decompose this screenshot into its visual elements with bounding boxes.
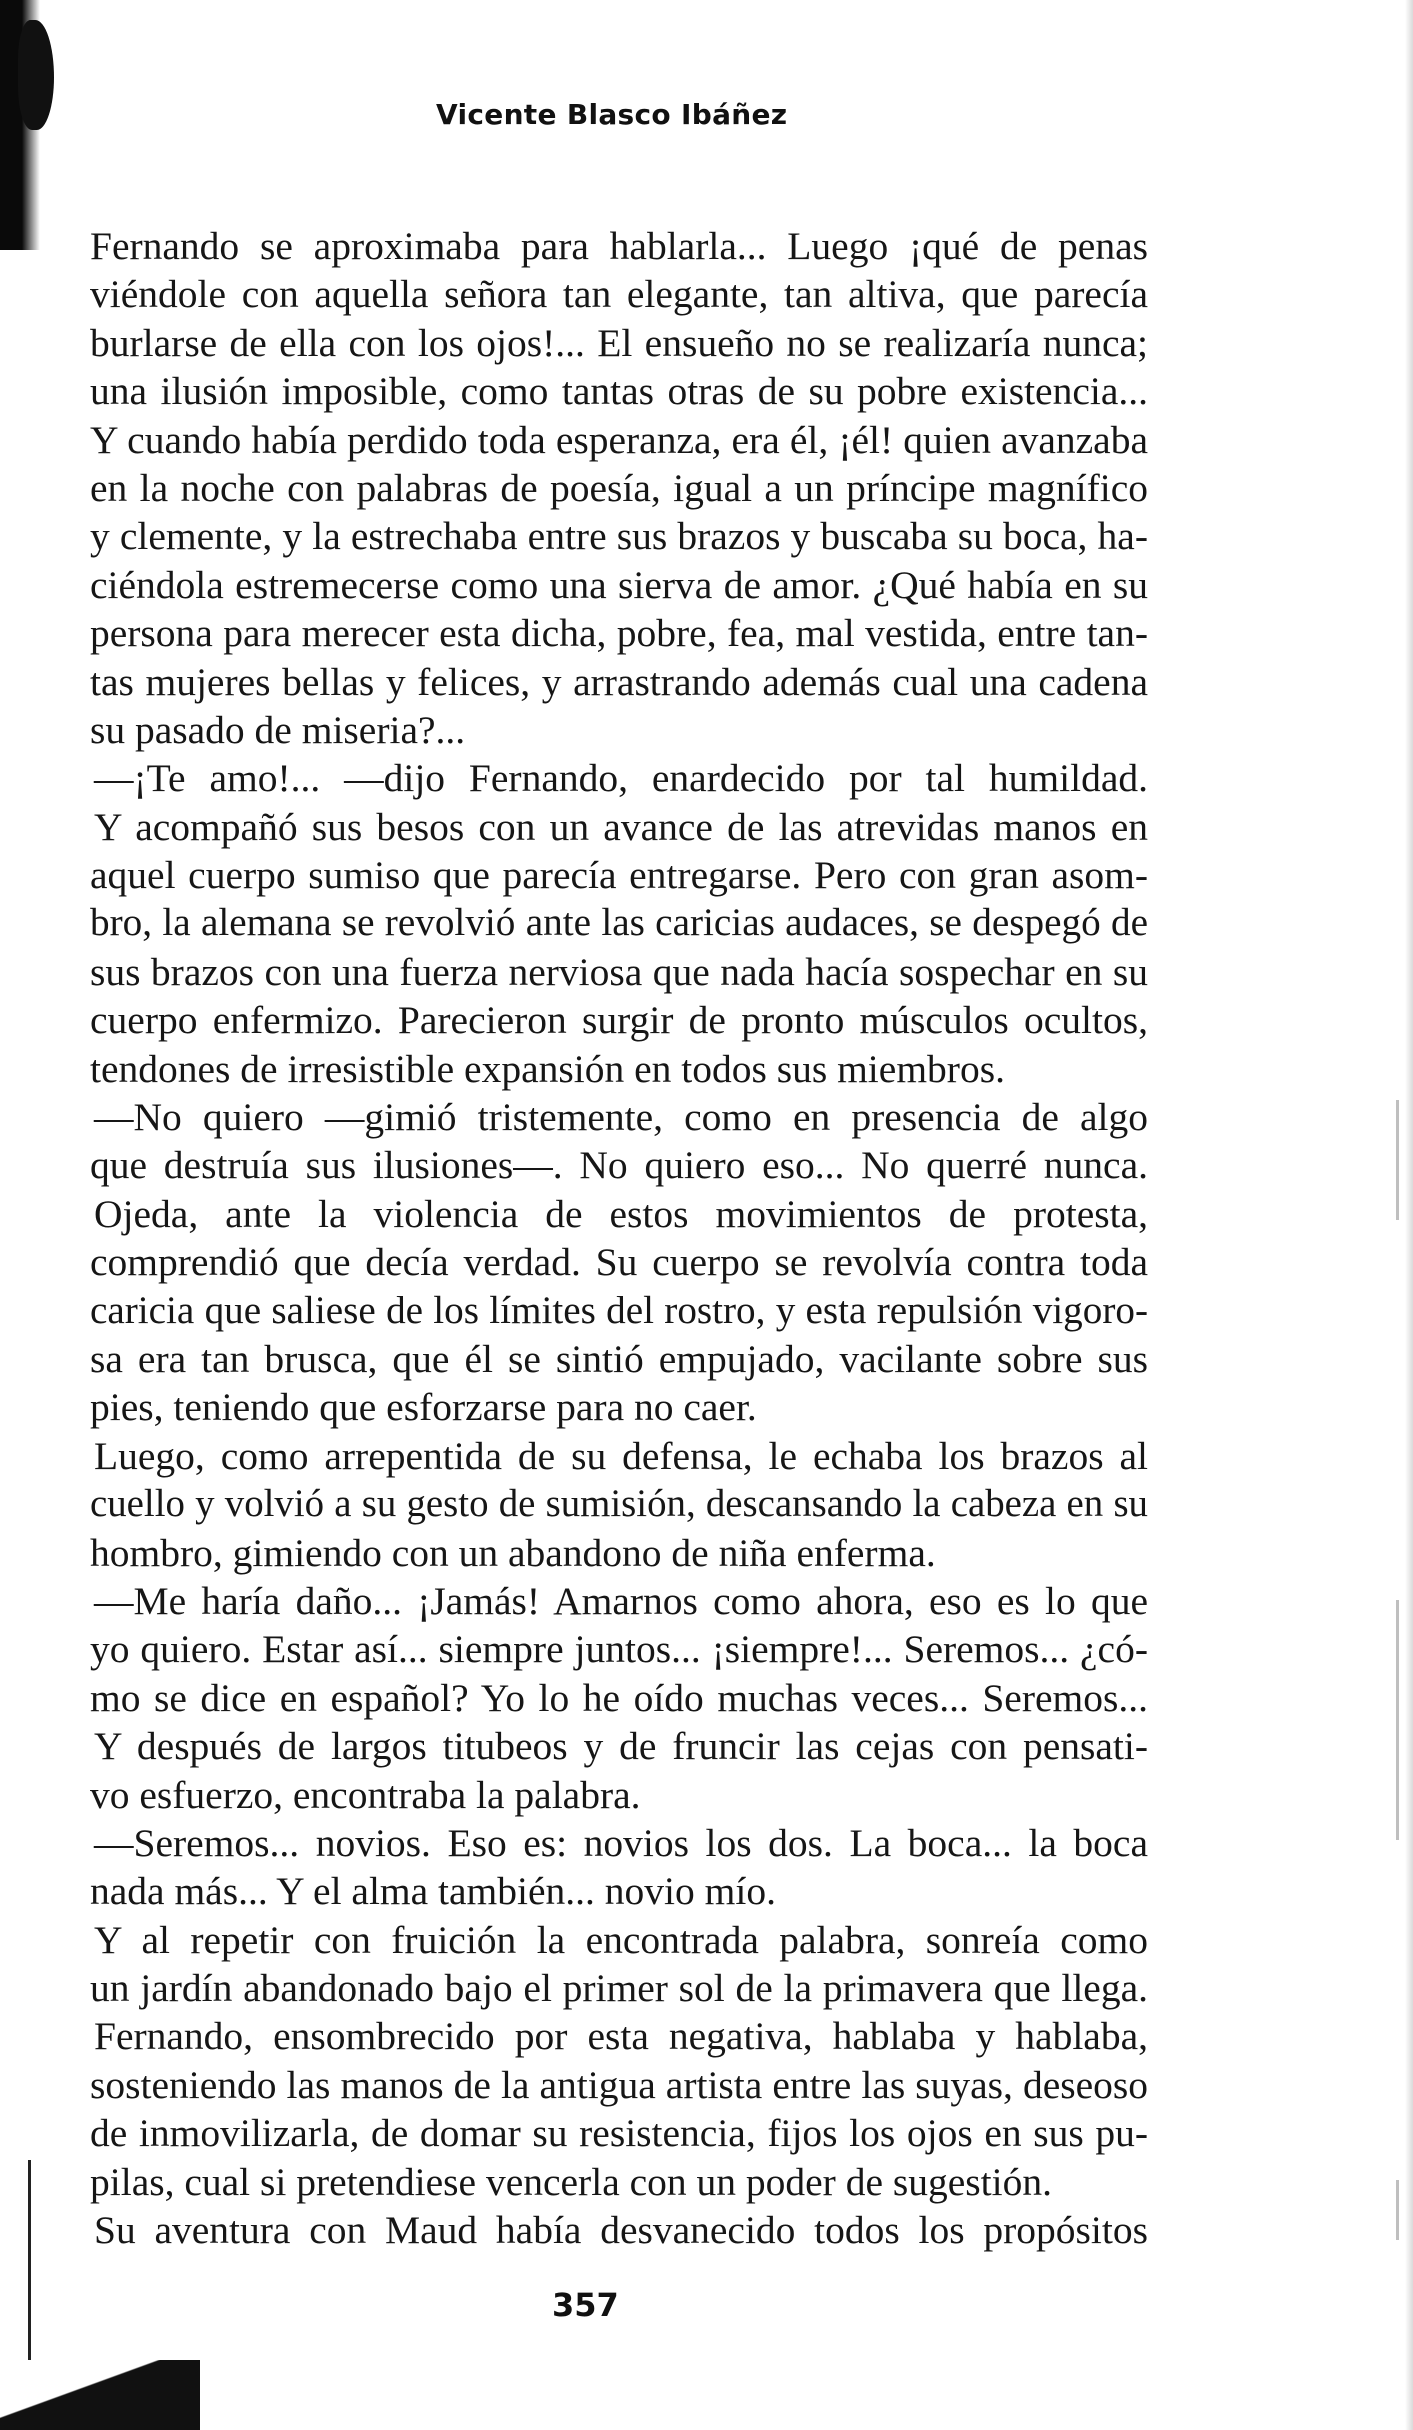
text-line: pilas, cual si pretendiese vencerla con un poder de sugestión. xyxy=(90,2159,1052,2204)
text-line: cuerpo enfermizo. Parecieron surgir de pronto músculos ocultos, xyxy=(90,998,1148,1043)
text-line: yo quiero. Estar así... siempre juntos... ¡siempre!... Seremos... ¿có- xyxy=(90,1627,1148,1672)
text-line: tas mujeres bellas y felices, y arrastrando además cual una cadena xyxy=(90,659,1148,704)
page-number: 357 xyxy=(552,2286,619,2324)
text-line: Y acompañó sus besos con un avance de las atrevidas manos en xyxy=(94,804,1148,849)
text-line: caricia que saliese de los límites del rostro, y esta repulsión vigoro- xyxy=(90,1288,1148,1332)
text-line: —Seremos... novios. Eso es: novios los dos. La boca... la boca xyxy=(94,1820,1148,1865)
text-line: —Me haría daño... ¡Jamás! Amarnos como ahora, eso es lo que xyxy=(94,1578,1148,1623)
text-line: viéndole con aquella señora tan elegante, tan altiva, que parecía xyxy=(90,272,1148,317)
text-line: —¡Te amo!... —dijo Fernando, enardecido por tal humildad. xyxy=(94,756,1148,801)
text-line: hombro, gimiendo con un abandono de niña enferma. xyxy=(90,1530,936,1575)
text-line: que destruía sus ilusiones—. No quiero eso... No querré nunca. xyxy=(90,1143,1148,1188)
text-line: burlarse de ella con los ojos!... El ensueño no se realizaría nunca; xyxy=(90,320,1148,365)
text-line: sus brazos con una fuerza nerviosa que nada hacía sospechar en su xyxy=(90,949,1148,994)
text-line: Fernando se aproximaba para hablarla... Luego ¡qué de penas xyxy=(90,224,1148,268)
text-line: sosteniendo las manos de la antigua artista entre las suyas, deseoso xyxy=(90,2062,1148,2107)
text-line: Y al repetir con fruición la encontrada palabra, sonreía como xyxy=(94,1917,1148,1962)
text-line: cuello y volvió a su gesto de sumisión, descansando la cabeza en su xyxy=(90,1482,1148,1526)
text-line: ciéndola estremecerse como una sierva de amor. ¿Qué había en su xyxy=(90,562,1148,607)
text-line: bro, la alemana se revolvió ante las caricias audaces, se despegó de xyxy=(90,901,1148,945)
corner-shadow xyxy=(0,2360,200,2430)
text-line: una ilusión imposible, como tantas otras de su pobre existencia... xyxy=(90,369,1148,414)
text-line: Su aventura con Maud había desvanecido todos los propósitos xyxy=(94,2208,1148,2253)
text-line: Ojeda, ante la violencia de estos movimientos de protesta, xyxy=(94,1191,1148,1236)
text-line: en la noche con palabras de poesía, igual a un príncipe magnífico xyxy=(90,465,1148,510)
text-line: mo se dice en español? Yo lo he oído muchas veces... Seremos... xyxy=(90,1675,1148,1720)
text-line: sa era tan brusca, que él se sintió empujado, vacilante sobre sus xyxy=(90,1336,1148,1381)
text-line: su pasado de miseria?... xyxy=(90,707,466,752)
text-line: pies, teniendo que esforzarse para no caer. xyxy=(90,1385,757,1430)
running-head: Vicente Blasco Ibáñez xyxy=(436,98,788,131)
text-line: y clemente, y la estrechaba entre sus brazos y buscaba su boca, ha- xyxy=(90,514,1148,559)
text-line: —No quiero —gimió tristemente, como en presencia de algo xyxy=(94,1095,1148,1140)
text-line: un jardín abandonado bajo el primer sol de la primavera que llega. xyxy=(90,1966,1148,2011)
text-line: Y después de largos titubeos y de fruncir las cejas con pensati- xyxy=(94,1724,1148,1769)
body-text xyxy=(0,222,1413,2254)
text-line: tendones de irresistible expansión en todos sus miembros. xyxy=(90,1046,1005,1091)
text-line: vo esfuerzo, encontraba la palabra. xyxy=(90,1772,641,1817)
text-line: persona para merecer esta dicha, pobre, fea, mal vestida, entre tan- xyxy=(90,611,1148,656)
text-line: Luego, como arrepentida de su defensa, le echaba los brazos al xyxy=(94,1433,1148,1478)
text-line: de inmovilizarla, de domar su resistencia, fijos los ojos en sus pu- xyxy=(90,2111,1148,2156)
text-line: comprendió que decía verdad. Su cuerpo se revolvía contra toda xyxy=(90,1240,1148,1285)
text-line: Fernando, ensombrecido por esta negativa, hablaba y hablaba, xyxy=(94,2014,1148,2059)
text-line: Y cuando había perdido toda esperanza, era él, ¡él! quien avanzaba xyxy=(90,417,1148,462)
text-line: nada más... Y el alma también... novio mío. xyxy=(90,1869,776,1914)
text-line: aquel cuerpo sumiso que parecía entregarse. Pero con gran asom- xyxy=(90,853,1148,898)
